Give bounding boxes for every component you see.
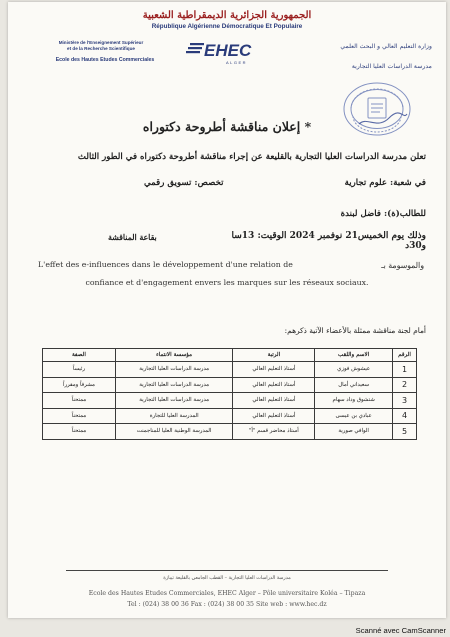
header-name: الاسم واللقب [315, 349, 393, 362]
jury-num: 1 [393, 362, 417, 378]
jury-rank: أستاذ محاضر قسم "أ" [233, 424, 315, 440]
thesis-title-line2: confiance et d'engagement envers les marques sur les réseaux sociaux. [85, 278, 369, 287]
republic-ar: الجمهورية الجزائرية الديمقراطية الشعبية [142, 10, 312, 21]
jury-rank: أستاذ التعليم العالي [233, 408, 315, 424]
defense-place: بقاعة المناقشة [108, 233, 157, 242]
branch: في شعبة: علوم تجارية [344, 178, 426, 188]
announcement-title: إعلان مناقشة أطروحة دكتوراه * [142, 119, 312, 134]
logo-text: EHEC [204, 41, 252, 60]
jury-role: ممتحناً [43, 393, 116, 409]
thesis-title-line1: L'effet des e-influences dans le développement d'une relation de [38, 260, 293, 269]
jury-num: 4 [393, 408, 417, 424]
logo-subtext: ALGER [226, 60, 248, 65]
jury-institution: المدرسة العليا للتجارة [115, 408, 233, 424]
jury-intro: أمام لجنة مناقشة ممثلة بالأعضاء الآتية ذكرهم: [284, 326, 426, 335]
jury-rank: أستاذ التعليم العالي [233, 362, 315, 378]
jury-name: شتشوق وداد سهام [315, 393, 393, 409]
jury-role: ممتحناً [43, 408, 116, 424]
ministry-ar: وزارة التعليم العالي و البحث العلمي [340, 43, 432, 50]
school-fr: Ecole des Hautes Etudes Commerciales [55, 57, 155, 63]
header-num: الرقم [393, 349, 417, 362]
table-row [43, 393, 417, 409]
thesis-title-ar: والموسومة بـ [381, 261, 424, 270]
footer-divider [66, 570, 388, 571]
speciality: تخصص: تسويق رقمي [144, 178, 224, 188]
ehec-logo [186, 37, 276, 67]
jury-num: 5 [393, 424, 417, 440]
header-institution: مؤسسة الانتماء [115, 349, 233, 362]
footer-address-fr: Ecole des Hautes Etudes Commerciales, EHEC Alger – Pôle universitaire Koléa – Tipaza [88, 590, 366, 597]
ministry-fr-line2: et de la Recherche Scientifique [67, 46, 135, 51]
jury-num: 3 [393, 393, 417, 409]
footer-address-ar: مدرسة الدراسات العليا التجارية – القطب الجامعي بالقليعة تيبازة [163, 576, 291, 581]
republic-fr: République Algérienne Démocratique Et Populaire [151, 23, 303, 30]
jury-rank: أستاذ التعليم العالي [233, 377, 315, 393]
jury-rank: أستاذ التعليم العالي [233, 393, 315, 409]
footer-contact: Tel : (024) 38 00 36 Fax : (024) 38 00 35 Site web : www.hec.dz [127, 601, 327, 608]
announcement-intro: تعلن مدرسة الدراسات العليا التجارية بالقليعة عن إجراء مناقشة أطروحة دكتوراه في الطور الثالث [77, 152, 426, 162]
jury-institution: مدرسة الدراسات العليا التجارية [115, 377, 233, 393]
student-name: للطالب(ة): فاضل لبندة [340, 209, 426, 219]
jury-institution: المدرسة الوطنية العليا للمناجمنت [115, 424, 233, 440]
jury-name: سعيداني أمال [315, 377, 393, 393]
jury-institution: مدرسة الدراسات العليا التجارية [115, 362, 233, 378]
jury-name: عبادي بن عيسى [315, 408, 393, 424]
scanner-watermark: Scanné avec CamScanner [355, 626, 446, 635]
header-rank: الرتبة [233, 349, 315, 362]
jury-name: عيشوش فوزي [315, 362, 393, 378]
header-role: الصفة [43, 349, 116, 362]
defense-date-time: وذلك يوم الخميس21 نوفمبر 2024 الوقيت: 13سا و30د [231, 231, 426, 251]
school-ar: مدرسة الدراسات العليا التجارية [351, 63, 432, 70]
table-row [43, 408, 417, 424]
document-page [8, 2, 446, 618]
jury-table-header [43, 349, 417, 362]
jury-institution: مدرسة الدراسات العليا التجارية [115, 393, 233, 409]
jury-name: الوافي صورية [315, 424, 393, 440]
jury-role: مشرفاً ومقرراً [43, 377, 116, 393]
ministry-fr [36, 40, 166, 52]
table-row [43, 362, 417, 378]
jury-num: 2 [393, 377, 417, 393]
table-row [43, 377, 417, 393]
jury-role: رئيساً [43, 362, 116, 378]
table-row [43, 424, 417, 440]
jury-role: ممتحناً [43, 424, 116, 440]
ministry-fr-line1: Ministère de l'Enseignement Supérieur [58, 40, 144, 45]
jury-table [42, 348, 417, 440]
